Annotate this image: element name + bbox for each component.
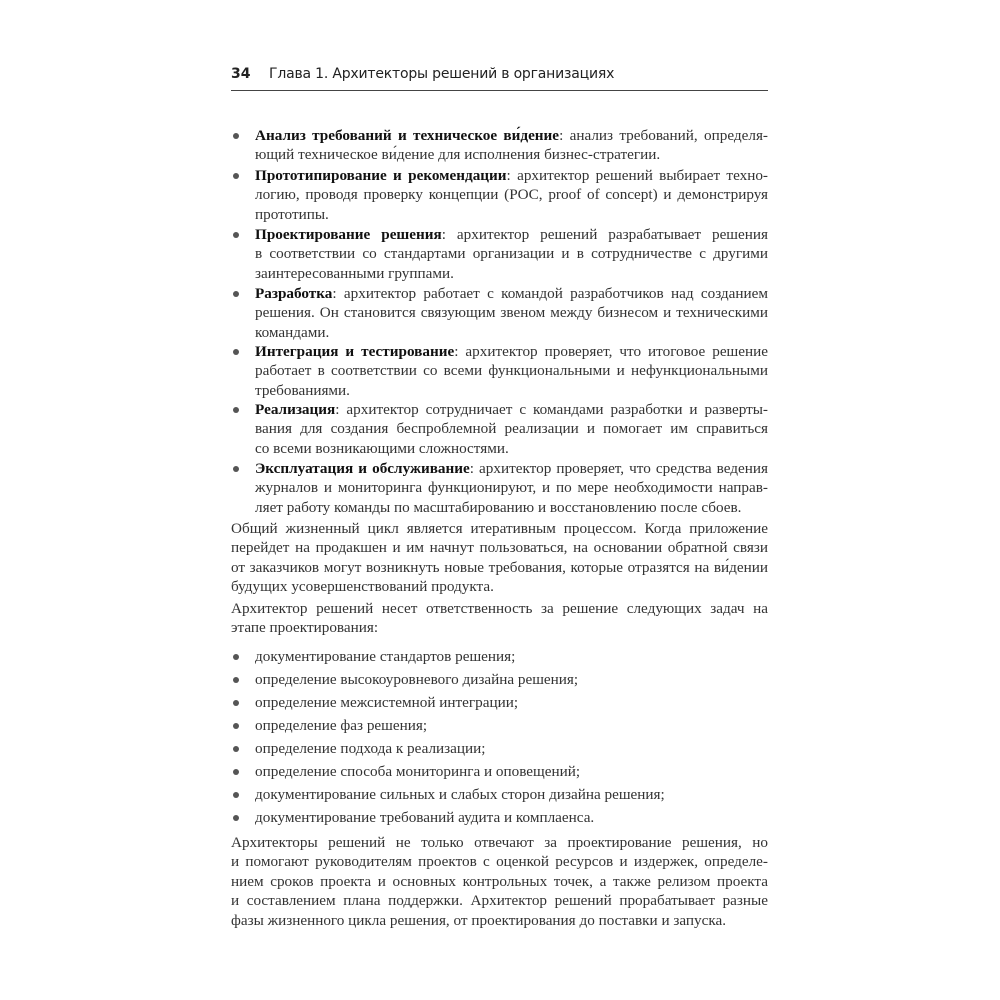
task-list-item xyxy=(255,670,768,689)
paragraph-line: нием сроков проекта и основных контрольных точек, а также релизом проекта xyxy=(231,872,768,890)
task-list-item xyxy=(255,693,768,712)
bullet-line: вания для создания беспроблемной реализации и помогает им справиться xyxy=(255,420,768,438)
paragraph-line: Общий жизненный цикл является итеративным процессом. Когда приложение xyxy=(231,520,768,537)
bullet-line: со всеми возникающими сложностями. xyxy=(255,439,509,457)
bullet-icon xyxy=(233,723,239,729)
paragraph-line: Архитекторы решений не только отвечают за проектирование решения, но xyxy=(231,834,768,851)
bullet-item xyxy=(255,225,768,283)
bullet-line: логию, проводя проверку концепции (POC, proof of concept) и демонстрируя xyxy=(255,186,768,204)
paragraph-line: и составлением плана поддержки. Архитектор решений прорабатывает разные xyxy=(231,892,768,910)
task-list-item xyxy=(255,647,768,666)
bullet-line xyxy=(255,459,768,478)
bullet-item xyxy=(255,284,768,342)
bullet-line xyxy=(255,126,768,145)
bullet-line: в соответствии со стандартами организации и в сотрудничестве с другими xyxy=(255,245,768,263)
bullet-icon xyxy=(233,792,239,798)
bullet-item xyxy=(255,400,768,458)
bullet-line xyxy=(255,166,768,185)
bullet-line xyxy=(255,400,768,419)
bullet-text: : архитектор решений разрабатывает решения xyxy=(441,226,768,243)
bullet-term: Анализ требований и техническое ви́дение xyxy=(255,127,560,144)
task-text: определение фаз решения; xyxy=(255,717,428,734)
bullet-line: прототипы. xyxy=(255,205,329,223)
bullet-term: Прототипирование и рекомендации xyxy=(255,167,507,184)
bullet-line: ющий техническое ви́дение для исполнения бизнес-стратегии. xyxy=(255,146,661,164)
task-text: документирование стандартов решения; xyxy=(255,648,516,665)
bullet-item xyxy=(255,342,768,400)
bullet-text: : архитектор проверяет, что итоговое решение xyxy=(454,343,768,360)
bullet-term: Реализация xyxy=(255,401,336,418)
bullet-icon xyxy=(233,291,239,297)
bullet-icon xyxy=(233,466,239,472)
task-text: определение способа мониторинга и оповещений; xyxy=(255,763,581,780)
task-text: документирование требований аудита и комплаенса. xyxy=(255,809,595,826)
task-list-item xyxy=(255,762,768,781)
bullet-icon xyxy=(233,746,239,752)
bullet-text: : архитектор работает с командой разработчиков над созданием xyxy=(332,285,768,302)
bullet-icon xyxy=(233,700,239,706)
bullet-line xyxy=(255,342,768,361)
task-text: определение межсистемной интеграции; xyxy=(255,694,519,711)
bullet-icon xyxy=(233,815,239,821)
bullet-icon xyxy=(233,173,239,179)
task-list-item xyxy=(255,785,768,804)
paragraph-line: будущих усовершенствований продукта. xyxy=(231,578,494,596)
bullet-icon xyxy=(233,654,239,660)
task-text: документирование сильных и слабых сторон дизайна решения; xyxy=(255,786,665,803)
bullet-text: : архитектор решений выбирает техно- xyxy=(506,167,768,184)
running-header xyxy=(231,64,768,91)
bullet-term: Проектирование решения xyxy=(255,226,442,243)
bullet-term: Эксплуатация и обслуживание xyxy=(255,460,470,477)
bullet-term: Разработка xyxy=(255,285,333,302)
bullet-item xyxy=(255,166,768,224)
paragraph xyxy=(231,519,768,597)
bullet-line: журналов и мониторинга функционируют, и по мере необходимости направ- xyxy=(255,479,768,497)
paragraph-line: перейдет на продакшен и им начнут пользоваться, на основании обратной связи xyxy=(231,539,768,557)
paragraph-line: Архитектор решений несет ответственность за решение следующих задач на xyxy=(231,600,768,617)
bullet-item xyxy=(255,459,768,517)
paragraph-line: от заказчиков могут возникнуть новые требования, которые отразятся на ви́дении xyxy=(231,558,768,576)
bullet-line: ляет работу команды по масштабированию и восстановлению после сбоев. xyxy=(255,498,742,516)
bullet-icon xyxy=(233,769,239,775)
bullet-line: работает в соответствии со всеми функциональными и нефункциональными xyxy=(255,362,768,380)
bullet-text: : архитектор сотрудничает с командами разработки и разверты- xyxy=(335,401,768,418)
bullet-icon xyxy=(233,677,239,683)
task-text: определение высокоуровневого дизайна решения; xyxy=(255,671,579,688)
bullet-icon xyxy=(233,349,239,355)
task-list-item xyxy=(255,716,768,735)
page-number: 34 xyxy=(231,66,251,82)
bullet-line xyxy=(255,225,768,244)
paragraph xyxy=(231,599,768,638)
task-list-item xyxy=(255,739,768,758)
paragraph-line: и помогают руководителям проектов с оценкой ресурсов и издержек, определе- xyxy=(231,853,768,871)
task-text: определение подхода к реализации; xyxy=(255,740,486,757)
bullet-line: требованиями. xyxy=(255,381,350,399)
bullet-icon xyxy=(233,232,239,238)
bullet-line: командами. xyxy=(255,323,330,341)
paragraph-line: этапе проектирования: xyxy=(231,619,379,637)
bullet-term: Интеграция и тестирование xyxy=(255,343,455,360)
bullet-line xyxy=(255,284,768,303)
bullet-text: : анализ требований, определя- xyxy=(559,127,768,144)
bullet-line: решения. Он становится связующим звеном между бизнесом и техническими xyxy=(255,304,768,322)
paragraph xyxy=(231,833,768,930)
bullet-icon xyxy=(233,133,239,139)
bullet-text: : архитектор проверяет, что средства ведения xyxy=(469,460,768,477)
bullet-line: заинтересованными группами. xyxy=(255,264,454,282)
bullet-item xyxy=(255,126,768,165)
paragraph-line: фазы жизненного цикла решения, от проектирования до поставки и запуска. xyxy=(231,911,727,929)
bullet-icon xyxy=(233,407,239,413)
chapter-title: Глава 1. Архитекторы решений в организациях xyxy=(269,66,615,82)
task-list-item xyxy=(255,808,768,827)
